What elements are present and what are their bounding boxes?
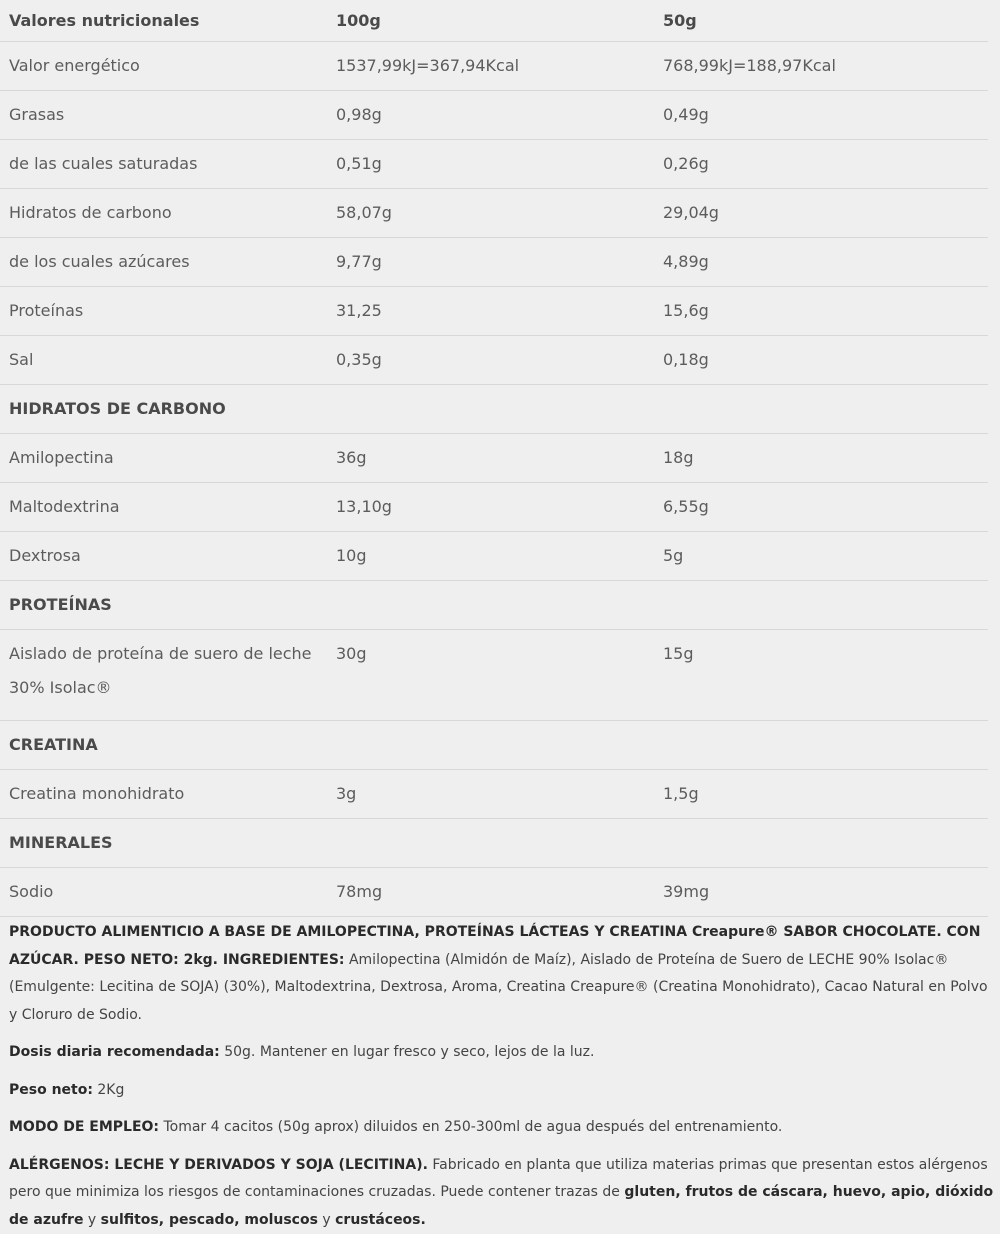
value-50g: 15,6g [654, 287, 988, 336]
header-50g: 50g [654, 0, 988, 42]
value-100g: 0,35g [327, 336, 654, 385]
section-title: HIDRATOS DE CARBONO [0, 385, 988, 434]
usage-mode-label: MODO DE EMPLEO: [9, 1119, 159, 1135]
ingredients-text: Amilopectina (Almidón de Maíz), Aislado de Proteína de Suero de LECHE 90% Isolac® (Emulgente: Lecitina de SOJA) (30%), Maltodextrina, Dextrosa, Aroma, Creatina Creapure® (Creatina Monohidrato), Cacao Natural en Polvo y Cloruro de Sodio. [9, 952, 988, 1023]
value-50g: 15g [654, 630, 988, 721]
daily-dose-text: 50g. Mantener en lugar fresco y seco, lejos de la luz. [220, 1044, 595, 1060]
nutrient-name: Aislado de proteína de suero de leche 30% Isolac® [0, 630, 327, 721]
nutrient-name: de las cuales saturadas [0, 140, 327, 189]
allergens-traces-2: sulfitos, pescado, moluscos [101, 1212, 318, 1228]
value-100g: 31,25 [327, 287, 654, 336]
value-100g: 0,51g [327, 140, 654, 189]
value-50g: 768,99kJ=188,97Kcal [654, 42, 988, 91]
nutrient-name: Amilopectina [0, 434, 327, 483]
table-row [0, 287, 988, 336]
table-row [0, 189, 988, 238]
nutrient-name: Dextrosa [0, 532, 327, 581]
section-title: MINERALES [0, 819, 988, 868]
table-header-row [0, 0, 988, 42]
nutrient-name: Proteínas [0, 287, 327, 336]
table-row [0, 630, 988, 721]
allergens-and-2: y [318, 1212, 335, 1228]
value-50g: 5g [654, 532, 988, 581]
section-row [0, 385, 988, 434]
header-nutrient: Valores nutricionales [0, 0, 327, 42]
value-100g: 58,07g [327, 189, 654, 238]
daily-dose [9, 1039, 994, 1067]
section-row [0, 819, 988, 868]
table-row [0, 238, 988, 287]
value-100g: 0,98g [327, 91, 654, 140]
net-weight [9, 1077, 994, 1105]
nutrient-name: Maltodextrina [0, 483, 327, 532]
table-row [0, 91, 988, 140]
value-100g: 30g [327, 630, 654, 721]
value-100g: 10g [327, 532, 654, 581]
section-title: PROTEÍNAS [0, 581, 988, 630]
allergens-traces-1: gluten, frutos de cáscara, huevo, apio, dióxido de azufre [9, 1184, 993, 1228]
value-100g: 36g [327, 434, 654, 483]
table-row [0, 434, 988, 483]
section-title: CREATINA [0, 721, 988, 770]
nutrient-name: Creatina monohidrato [0, 770, 327, 819]
nutrient-name: Sal [0, 336, 327, 385]
value-50g: 29,04g [654, 189, 988, 238]
product-description [9, 919, 994, 1029]
value-50g: 6,55g [654, 483, 988, 532]
value-50g: 39mg [654, 868, 988, 917]
table-row [0, 140, 988, 189]
product-title: PRODUCTO ALIMENTICIO A BASE DE AMILOPECTINA, PROTEÍNAS LÁCTEAS Y CREATINA Creapure® SABOR CHOCOLATE. CON AZÚCAR. PESO NETO: 2kg. INGREDIENTES: [9, 924, 980, 968]
table-row [0, 868, 988, 917]
value-50g: 0,26g [654, 140, 988, 189]
value-100g: 1537,99kJ=367,94Kcal [327, 42, 654, 91]
nutrient-name: Grasas [0, 91, 327, 140]
nutrient-name: Hidratos de carbono [0, 189, 327, 238]
section-row [0, 581, 988, 630]
value-100g: 3g [327, 770, 654, 819]
net-weight-label: Peso neto: [9, 1082, 93, 1098]
usage-mode [9, 1114, 994, 1142]
product-info [0, 917, 994, 1234]
allergens-label: ALÉRGENOS: LECHE Y DERIVADOS Y SOJA (LECITINA). [9, 1157, 428, 1173]
value-100g: 9,77g [327, 238, 654, 287]
section-row [0, 721, 988, 770]
usage-mode-text: Tomar 4 cacitos (50g aprox) diluidos en 250-300ml de agua después del entrenamiento. [159, 1119, 782, 1135]
allergens [9, 1152, 994, 1234]
value-50g: 0,49g [654, 91, 988, 140]
value-100g: 13,10g [327, 483, 654, 532]
header-100g: 100g [327, 0, 654, 42]
allergens-and-1: y [83, 1212, 100, 1228]
value-50g: 4,89g [654, 238, 988, 287]
nutrient-name: Sodio [0, 868, 327, 917]
table-row [0, 336, 988, 385]
allergens-text: Fabricado en planta que utiliza materias primas que presentan estos alérgenos pero que minimiza los riesgos de contaminaciones cruzadas. Puede contener trazas de [9, 1157, 988, 1201]
allergens-traces-3: crustáceos. [335, 1212, 426, 1228]
nutrient-name: Valor energético [0, 42, 327, 91]
table-row [0, 42, 988, 91]
table-row [0, 483, 988, 532]
nutrient-name: de los cuales azúcares [0, 238, 327, 287]
daily-dose-label: Dosis diaria recomendada: [9, 1044, 220, 1060]
value-50g: 0,18g [654, 336, 988, 385]
table-row [0, 532, 988, 581]
value-50g: 18g [654, 434, 988, 483]
table-row [0, 770, 988, 819]
value-50g: 1,5g [654, 770, 988, 819]
net-weight-text: 2Kg [93, 1082, 124, 1098]
value-100g: 78mg [327, 868, 654, 917]
